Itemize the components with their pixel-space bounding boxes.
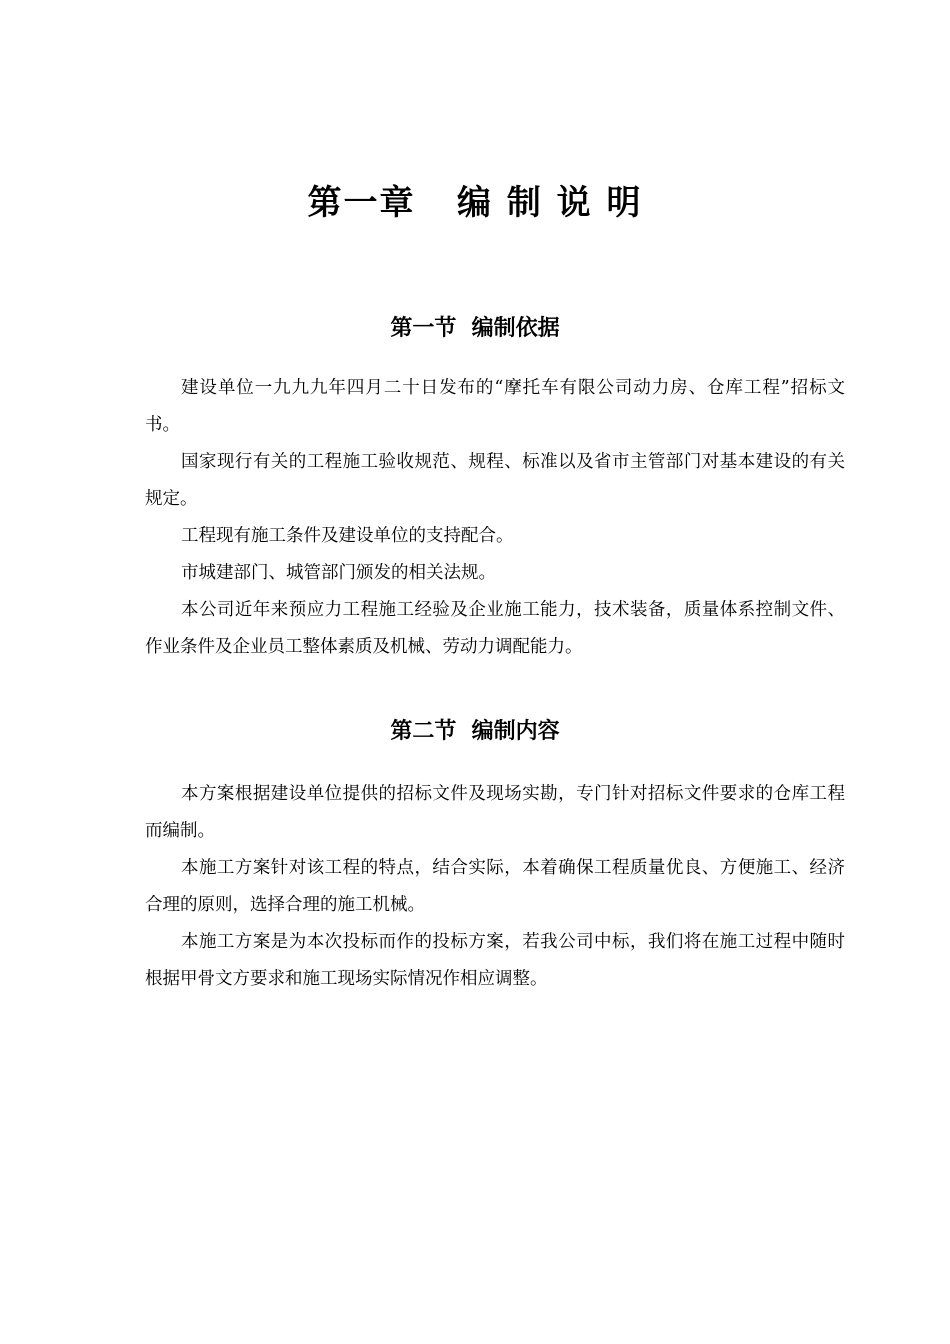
section-body-content — [145, 776, 845, 998]
section-title-content: 第二节 编制内容 — [390, 719, 560, 745]
paragraph: 本施工方案针对该工程的特点，结合实际，本着确保工程质量优良、方便施工、经济合理的原则，选择合理的施工机械。 — [145, 858, 845, 915]
paragraph: 工程现有施工条件及建设单位的支持配合。 — [181, 526, 514, 546]
paragraph: 本公司近年来预应力工程施工经验及企业施工能力，技术装备，质量体系控制文件、作业条件及企业员工整体素质及机械、劳动力调配能力。 — [145, 600, 845, 657]
paragraph: 国家现行有关的工程施工验收规范、规程、标准以及省市主管部门对基本建设的有关规定。 — [145, 452, 845, 509]
paragraph: 市城建部门、城管部门颁发的相关法规。 — [181, 563, 496, 583]
paragraph: 建设单位一九九九年四月二十日发布的“摩托车有限公司动力房、仓库工程”招标文书。 — [145, 378, 845, 435]
chapter-title: 第一章 编 制 说 明 — [307, 182, 643, 223]
paragraph: 本施工方案是为本次投标而作的投标方案，若我公司中标，我们将在施工过程中随时根据甲骨文方要求和施工现场实际情况作相应调整。 — [145, 932, 845, 989]
section-title-basis: 第一节 编制依据 — [390, 316, 560, 342]
section-body-basis — [145, 370, 845, 666]
paragraph: 本方案根据建设单位提供的招标文件及现场实勘，专门针对招标文件要求的仓库工程而编制。 — [145, 784, 845, 841]
